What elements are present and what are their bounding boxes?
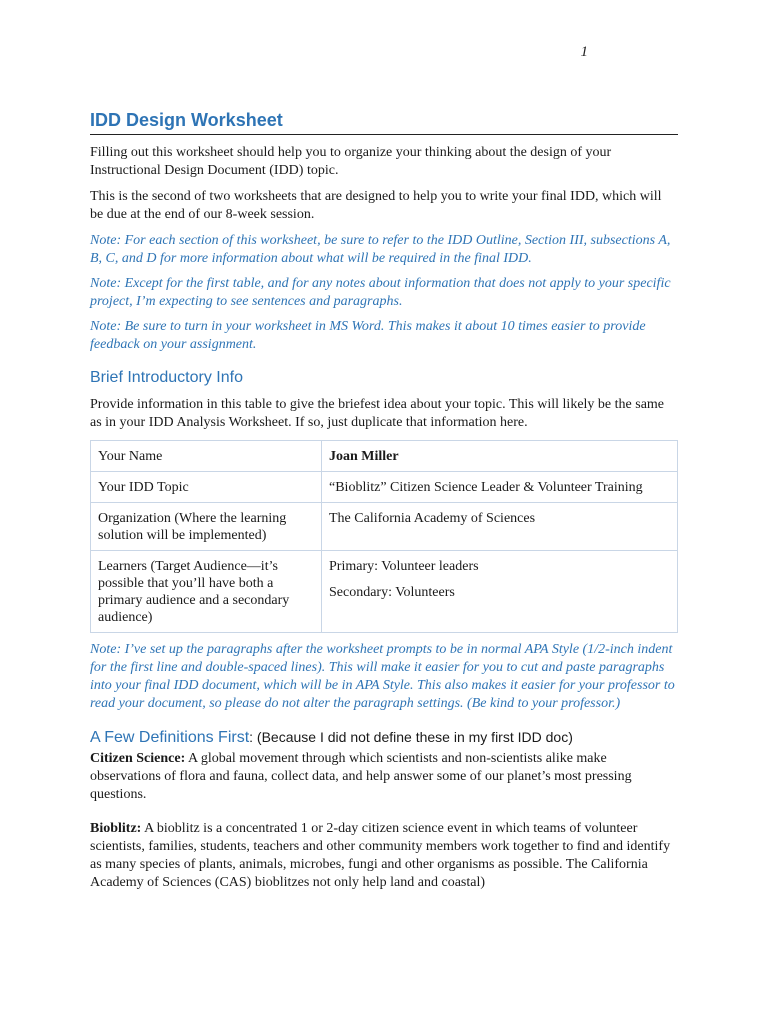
table-value-cell[interactable]: Joan Miller	[322, 441, 678, 472]
table-value-cell[interactable]: “Bioblitz” Citizen Science Leader & Volunteer Training	[322, 472, 678, 503]
definitions-heading-main: A Few Definitions First	[90, 729, 250, 746]
intro-paragraph-1: Filling out this worksheet should help you to organize your thinking about the design of your Instructional Design Document (IDD) topic.	[90, 145, 612, 178]
table-label-cell: Your IDD Topic	[91, 472, 322, 503]
note-apa-style: Note: I’ve set up the paragraphs after the worksheet prompts to be in normal APA Style (1/2-inch indent for the first line and double-spaced lines). This will make it easier for you to cut and paste paragraphs into your final IDD document, which will be in APA Style. This also makes it easier for your professor to read your document, so please do not alter the paragraph settings. (Be kind to your professor.)	[90, 642, 675, 711]
table-row	[91, 441, 678, 472]
table-value-cell[interactable]: The California Academy of Sciences	[322, 503, 678, 551]
definitions-heading-sub: : (Because I did not define these in my first IDD doc)	[249, 729, 573, 745]
intro-info-table	[90, 440, 678, 633]
table-label-cell: Organization (Where the learning solution will be implemented)	[91, 503, 322, 551]
definition-bioblitz	[90, 820, 678, 892]
brief-info-description: Provide information in this table to give the briefest idea about your topic. This will likely be the same as in your IDD Analysis Worksheet. If so, just duplicate that information here.	[90, 397, 665, 430]
table-row	[91, 472, 678, 503]
definition-term: Citizen Science:	[90, 751, 186, 766]
table-value-cell[interactable]	[322, 551, 678, 633]
definition-term: Bioblitz:	[90, 821, 142, 836]
note-ms-word: Note: Be sure to turn in your worksheet in MS Word. This makes it about 10 times easier to provide feedback on your assignment.	[90, 319, 646, 352]
brief-info-heading: Brief Introductory Info	[90, 369, 243, 386]
document-page	[90, 0, 678, 1024]
primary-audience: Primary: Volunteer leaders	[329, 559, 479, 574]
table-row	[91, 503, 678, 551]
document-title: IDD Design Worksheet	[90, 110, 678, 135]
definitions-heading	[90, 727, 678, 748]
table-row	[91, 551, 678, 633]
definition-text: A global movement through which scientists and non-scientists alike make observations of flora and fauna, collect data, and help answer some of our planet’s most pressing questions.	[90, 751, 632, 802]
page-number: 1	[580, 44, 588, 60]
secondary-audience: Secondary: Volunteers	[329, 585, 455, 600]
table-label-cell: Your Name	[91, 441, 322, 472]
definition-citizen-science	[90, 750, 678, 804]
intro-paragraph-2: This is the second of two worksheets that are designed to help you to write your final IDD, which will be due at the end of our 8-week session.	[90, 189, 662, 222]
document-body	[90, 144, 678, 892]
definition-text: A bioblitz is a concentrated 1 or 2-day citizen science event in which teams of volunteer scientists, families, students, teachers and other community members work together to find and identify as many species of plants, animals, microbes, fungi and other organisms as possible. The California Academy of Sciences (CAS) bioblitzes not only help land and coastal)	[90, 821, 671, 890]
note-sentences: Note: Except for the first table, and for any notes about information that does not apply to your specific project, I’m expecting to see sentences and paragraphs.	[90, 276, 671, 309]
note-refer-outline: Note: For each section of this worksheet, be sure to refer to the IDD Outline, Section III, subsections A, B, C, and D for more information about what will be required in the final IDD.	[90, 233, 671, 266]
table-label-cell: Learners (Target Audience—it’s possible that you’ll have both a primary audience and a secondary audience)	[91, 551, 322, 633]
